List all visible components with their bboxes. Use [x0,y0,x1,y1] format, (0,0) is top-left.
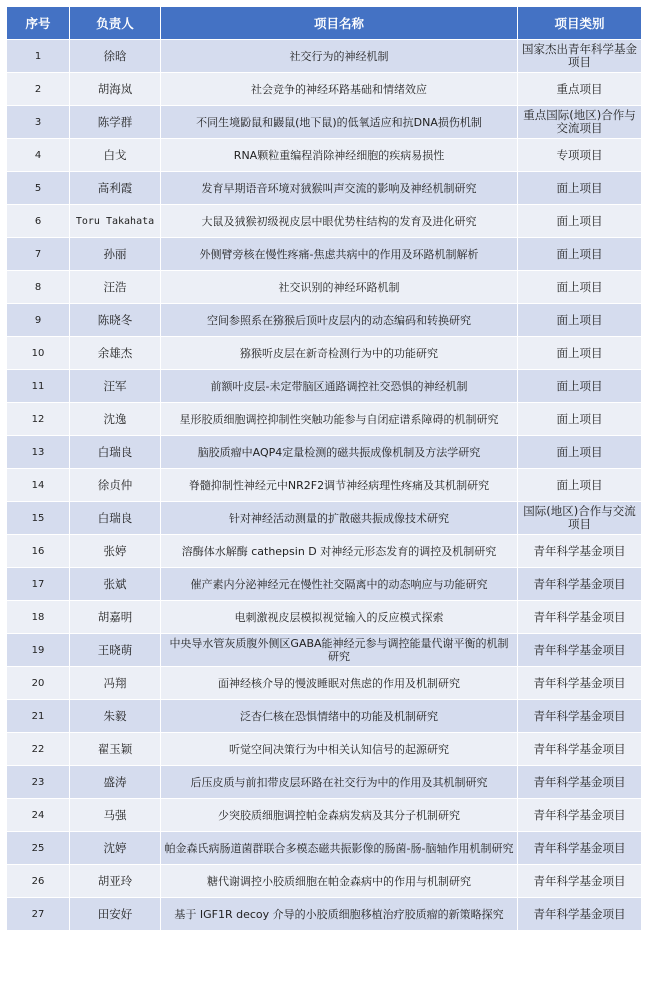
table-row [7,172,642,205]
project-table [6,6,642,931]
row-project-name: 发育早期语音环境对狨猴叫声交流的影响及神经机制研究 [161,172,518,205]
row-project-name: 社交识别的神经环路机制 [161,271,518,304]
row-category: 重点国际(地区)合作与交流项目 [518,106,642,139]
table-row [7,733,642,766]
row-project-name: 帕金森氏病肠道菌群联合多模态磁共振影像的肠菌-肠-脑轴作用机制研究 [161,832,518,865]
row-leader: 沈逸 [70,403,161,436]
row-category: 青年科学基金项目 [518,634,642,667]
table-row [7,601,642,634]
row-project-name: 星形胶质细胞调控抑制性突触功能参与自闭症谱系障碍的机制研究 [161,403,518,436]
row-index: 21 [7,700,70,733]
row-category: 面上项目 [518,469,642,502]
row-leader: 胡嘉明 [70,601,161,634]
row-project-name: 听觉空间决策行为中相关认知信号的起源研究 [161,733,518,766]
row-project-name: 泛杏仁核在恐惧情绪中的功能及机制研究 [161,700,518,733]
row-index: 18 [7,601,70,634]
row-category: 面上项目 [518,436,642,469]
row-leader: 翟玉颖 [70,733,161,766]
table-row [7,337,642,370]
row-project-name: 猕猴听皮层在新奇检测行为中的功能研究 [161,337,518,370]
row-project-name: 社会竞争的神经环路基础和情绪效应 [161,73,518,106]
row-index: 5 [7,172,70,205]
row-index: 17 [7,568,70,601]
row-leader: 胡海岚 [70,73,161,106]
row-index: 13 [7,436,70,469]
row-project-name: 外侧臂旁核在慢性疼痛-焦虑共病中的作用及环路机制解析 [161,238,518,271]
row-project-name: 面神经核介导的慢波睡眠对焦虑的作用及机制研究 [161,667,518,700]
table-row [7,370,642,403]
row-project-name: 后压皮质与前扣带皮层环路在社交行为中的作用及其机制研究 [161,766,518,799]
table-row [7,502,642,535]
row-category: 青年科学基金项目 [518,733,642,766]
row-index: 6 [7,205,70,238]
row-category: 面上项目 [518,238,642,271]
row-category: 面上项目 [518,370,642,403]
table-row [7,766,642,799]
row-index: 23 [7,766,70,799]
row-project-name: 催产素内分泌神经元在慢性社交隔离中的动态响应与功能研究 [161,568,518,601]
header-index: 序号 [7,7,70,40]
row-project-name: 空间参照系在猕猴后顶叶皮层内的动态编码和转换研究 [161,304,518,337]
row-category: 青年科学基金项目 [518,799,642,832]
row-leader: 田安好 [70,898,161,931]
table-row [7,40,642,73]
table-row [7,634,642,667]
table-row [7,799,642,832]
row-leader: 张斌 [70,568,161,601]
row-leader: 马强 [70,799,161,832]
row-leader: 徐晗 [70,40,161,73]
row-category: 国际(地区)合作与交流项目 [518,502,642,535]
row-category: 青年科学基金项目 [518,568,642,601]
row-leader: 汪军 [70,370,161,403]
row-index: 8 [7,271,70,304]
row-index: 26 [7,865,70,898]
row-index: 22 [7,733,70,766]
row-category: 青年科学基金项目 [518,898,642,931]
header-project: 项目名称 [161,7,518,40]
row-leader: 陈学群 [70,106,161,139]
row-index: 2 [7,73,70,106]
row-category: 面上项目 [518,304,642,337]
row-category: 青年科学基金项目 [518,667,642,700]
row-index: 24 [7,799,70,832]
table-row [7,403,642,436]
row-leader: 张婷 [70,535,161,568]
row-index: 1 [7,40,70,73]
header-category: 项目类别 [518,7,642,40]
table-body [7,40,642,931]
row-project-name: 中央导水管灰质腹外侧区GABA能神经元参与调控能量代谢平衡的机制研究 [161,634,518,667]
row-leader: 白戈 [70,139,161,172]
row-project-name: 不同生境鼢鼠和鼹鼠(地下鼠)的低氧适应和抗DNA损伤机制 [161,106,518,139]
row-leader: 余雄杰 [70,337,161,370]
row-leader: 朱毅 [70,700,161,733]
row-category: 面上项目 [518,403,642,436]
table-row [7,139,642,172]
row-index: 11 [7,370,70,403]
row-project-name: 社交行为的神经机制 [161,40,518,73]
row-project-name: 脊髓抑制性神经元中NR2F2调节神经病理性疼痛及其机制研究 [161,469,518,502]
row-project-name: 脑胶质瘤中AQP4定量检测的磁共振成像机制及方法学研究 [161,436,518,469]
table-row [7,106,642,139]
row-index: 15 [7,502,70,535]
row-index: 25 [7,832,70,865]
row-category: 重点项目 [518,73,642,106]
table-row [7,73,642,106]
row-project-name: RNA颗粒重编程消除神经细胞的疾病易损性 [161,139,518,172]
row-index: 3 [7,106,70,139]
row-index: 19 [7,634,70,667]
row-project-name: 少突胶质细胞调控帕金森病发病及其分子机制研究 [161,799,518,832]
table-row [7,700,642,733]
row-leader: 孙丽 [70,238,161,271]
row-leader: 盛涛 [70,766,161,799]
row-leader: 白瑞良 [70,502,161,535]
row-category: 面上项目 [518,337,642,370]
table-row [7,535,642,568]
table-row [7,238,642,271]
row-project-name: 溶酶体水解酶 cathepsin D 对神经元形态发育的调控及机制研究 [161,535,518,568]
table-row [7,205,642,238]
row-leader: 汪浩 [70,271,161,304]
table-row [7,865,642,898]
row-leader: 胡亚玲 [70,865,161,898]
row-index: 27 [7,898,70,931]
row-category: 青年科学基金项目 [518,766,642,799]
row-leader: Toru Takahata [70,205,161,238]
table-row [7,436,642,469]
row-category: 国家杰出青年科学基金项目 [518,40,642,73]
row-leader: 王晓萌 [70,634,161,667]
row-leader: 白瑞良 [70,436,161,469]
header-leader: 负责人 [70,7,161,40]
row-category: 面上项目 [518,271,642,304]
row-project-name: 大鼠及狨猴初级视皮层中眼优势柱结构的发育及进化研究 [161,205,518,238]
row-category: 专项项目 [518,139,642,172]
table-header-row [7,7,642,40]
table-row [7,304,642,337]
row-project-name: 针对神经活动测量的扩散磁共振成像技术研究 [161,502,518,535]
row-category: 青年科学基金项目 [518,535,642,568]
table-row [7,271,642,304]
row-index: 10 [7,337,70,370]
row-category: 面上项目 [518,172,642,205]
row-index: 7 [7,238,70,271]
row-category: 青年科学基金项目 [518,700,642,733]
row-project-name: 基于 IGF1R decoy 介导的小胶质细胞移植治疗胶质瘤的新策略探究 [161,898,518,931]
row-category: 面上项目 [518,205,642,238]
row-index: 20 [7,667,70,700]
row-index: 14 [7,469,70,502]
row-leader: 陈晓冬 [70,304,161,337]
row-project-name: 前额叶皮层-未定带脑区通路调控社交恐惧的神经机制 [161,370,518,403]
project-table-container [6,6,641,931]
row-project-name: 糖代谢调控小胶质细胞在帕金森病中的作用与机制研究 [161,865,518,898]
row-index: 16 [7,535,70,568]
row-leader: 徐贞仲 [70,469,161,502]
row-leader: 高利霞 [70,172,161,205]
row-index: 12 [7,403,70,436]
row-project-name: 电刺激视皮层模拟视觉输入的反应模式探索 [161,601,518,634]
row-leader: 冯翔 [70,667,161,700]
row-category: 青年科学基金项目 [518,832,642,865]
row-index: 9 [7,304,70,337]
table-row [7,568,642,601]
row-category: 青年科学基金项目 [518,601,642,634]
table-row [7,667,642,700]
table-row [7,832,642,865]
table-row [7,469,642,502]
row-index: 4 [7,139,70,172]
row-category: 青年科学基金项目 [518,865,642,898]
row-leader: 沈婷 [70,832,161,865]
table-row [7,898,642,931]
